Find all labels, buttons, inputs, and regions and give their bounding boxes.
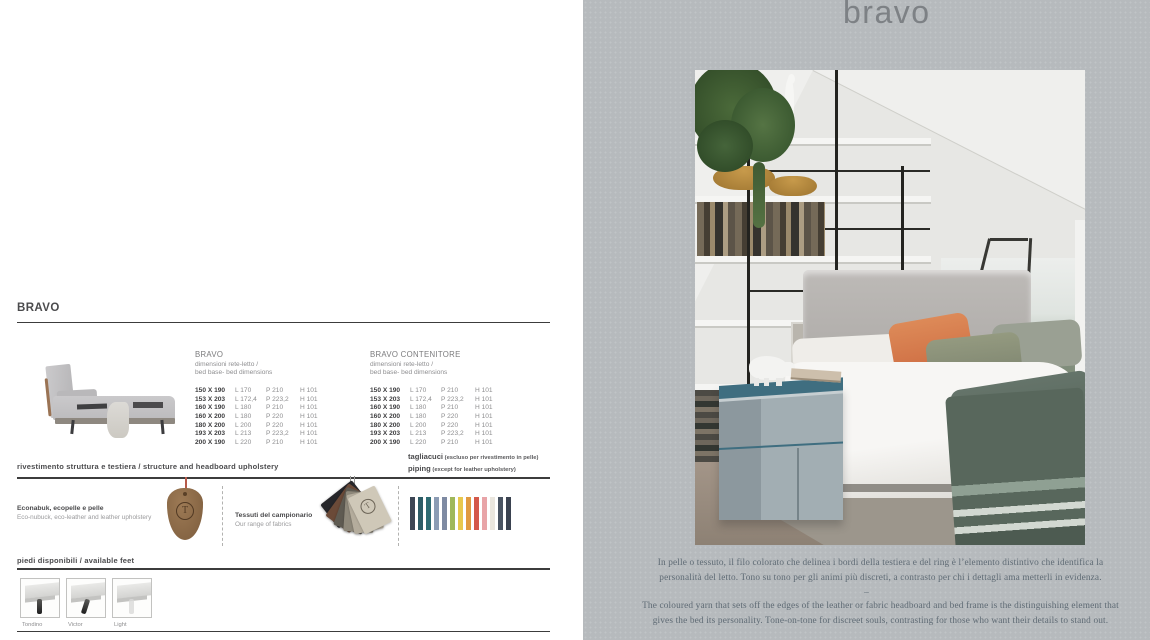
piping-color-swatch xyxy=(450,497,455,530)
rhino-figurine xyxy=(749,356,789,380)
piping-note-en: piping (except for leather upholstery) xyxy=(408,463,516,473)
spec-tables xyxy=(0,350,583,450)
upholstery-heading: rivestimento struttura e testiera / structure and headboard upholstery xyxy=(17,462,279,471)
foot-thumbnail xyxy=(66,578,106,618)
foot-option-label: Victor xyxy=(68,622,83,628)
page-title: bravo xyxy=(843,0,931,30)
dimension-table xyxy=(195,350,345,448)
hanging-plant xyxy=(695,70,789,172)
shelf-board xyxy=(695,256,931,264)
piping-color-swatch xyxy=(410,497,415,530)
nightstand xyxy=(719,386,843,520)
dimension-row: 150 X 190 L 170 P 210 H 101 xyxy=(195,386,318,394)
brand-monogram: T xyxy=(176,502,194,520)
foot-thumbnail xyxy=(20,578,60,618)
dimension-row: 160 X 190 L 180 P 210 H 101 xyxy=(195,404,318,412)
piping-color-swatch xyxy=(466,497,471,530)
table-title: BRAVO xyxy=(195,350,224,359)
dimension-row: 180 X 200 L 200 P 220 H 101 xyxy=(370,421,493,429)
floor-lamp-arm xyxy=(990,238,1028,241)
feet-heading: piedi disponibili / available feet xyxy=(17,556,135,565)
foot-option-label: Light xyxy=(114,622,127,628)
piping-color-swatch xyxy=(498,497,503,530)
throw-blanket xyxy=(945,387,1085,545)
divider-line xyxy=(17,477,550,479)
piping-note xyxy=(408,452,538,475)
dimension-row: 193 X 203 L 213 P 223,2 H 101 xyxy=(370,430,493,438)
product-photo xyxy=(695,70,1085,545)
thumb-leg xyxy=(129,599,134,614)
piping-color-swatch xyxy=(426,497,431,530)
piping-color-swatch xyxy=(482,497,487,530)
trailing-vine xyxy=(753,162,765,228)
photo-panel xyxy=(583,0,1150,640)
table-rows xyxy=(195,387,345,448)
piping-color-swatch xyxy=(506,497,511,530)
dimension-row: 150 X 190 L 170 P 210 H 101 xyxy=(370,386,493,394)
piping-color-swatch xyxy=(434,497,439,530)
brass-bowl xyxy=(769,176,817,196)
piping-color-swatch xyxy=(442,497,447,530)
divider-line xyxy=(17,631,550,632)
thumb-leg xyxy=(37,599,42,614)
piping-color-swatch xyxy=(458,497,463,530)
piping-color-swatch xyxy=(490,497,495,530)
dimension-row: 160 X 190 L 180 P 210 H 101 xyxy=(370,404,493,412)
leather-label: Econabuk, ecopelle e pelle Eco-nubuck, eco-leather and leather upholstery xyxy=(17,505,152,521)
foot-option-tondino xyxy=(20,578,60,628)
dimension-table xyxy=(370,350,520,448)
dimension-row: 193 X 203 L 213 P 223,2 H 101 xyxy=(195,430,318,438)
nightstand-drawer-line xyxy=(719,442,843,450)
caption-divider: – xyxy=(864,588,869,598)
piping-color-swatch xyxy=(474,497,479,530)
table-rows xyxy=(370,387,520,448)
dimension-row: 160 X 200 L 180 P 220 H 101 xyxy=(370,412,493,420)
table-title: BRAVO CONTENITORE xyxy=(370,350,461,359)
dimension-row: 153 X 203 L 172,4 P 223,2 H 101 xyxy=(195,395,318,403)
foot-option-light xyxy=(112,578,152,628)
plant-foliage xyxy=(697,120,753,172)
dimension-row: 153 X 203 L 172,4 P 223,2 H 101 xyxy=(370,395,493,403)
foot-thumbnail xyxy=(112,578,152,618)
piping-note-it: tagliacuci (escluso per rivestimento in pelle) xyxy=(408,452,539,461)
divider-line xyxy=(17,568,550,570)
section-divider-dashed xyxy=(398,486,399,546)
dimension-row: 200 X 190 L 220 P 210 H 101 xyxy=(195,439,318,447)
divider-line xyxy=(17,322,550,323)
leather-swatch-tag-icon xyxy=(167,488,203,540)
piping-color-swatch xyxy=(418,497,423,530)
table-subtitle: dimensioni rete-letto / xyxy=(195,361,259,368)
fabric-fan-icon xyxy=(318,476,408,551)
fabric-label: Tessuti del campionario Our range of fabrics xyxy=(235,512,313,528)
section-divider-dashed xyxy=(222,486,223,546)
foot-option-victor xyxy=(66,578,106,628)
foot-option-label: Tondino xyxy=(22,622,43,628)
dimension-row: 160 X 200 L 180 P 220 H 101 xyxy=(195,412,318,420)
nightstand-drawer-split xyxy=(797,448,799,520)
table-subtitle: bed base- bed dimensions xyxy=(370,369,448,377)
caption-italian: In pelle o tessuto, il filo colorato che delinea i bordi della testiera e del ring è l’elemento distintivo che identifica la personalità del letto. Tono su tono per gli animi più discreti, a contrasto per chi i dettagli ama metterli in evidenza. xyxy=(657,558,1104,583)
piping-color-swatches xyxy=(410,497,511,530)
caption-english: The coloured yarn that sets off the edges of the leather or fabric headboard and bed frame is the distinguishing element that gives the bed its personality. Tone-on-tone for discreet souls, contrasting for those who want their details to stand out. xyxy=(642,601,1119,626)
product-name-heading: BRAVO xyxy=(17,302,60,314)
table-subtitle: dimensioni rete-letto / xyxy=(370,361,434,368)
table-subtitle: bed base- bed dimensions xyxy=(195,369,273,377)
brand-monogram: T xyxy=(358,496,379,517)
dimension-row: 180 X 200 L 200 P 220 H 101 xyxy=(195,421,318,429)
feet-options xyxy=(20,578,152,628)
dimension-row: 200 X 190 L 220 P 210 H 101 xyxy=(370,439,493,447)
